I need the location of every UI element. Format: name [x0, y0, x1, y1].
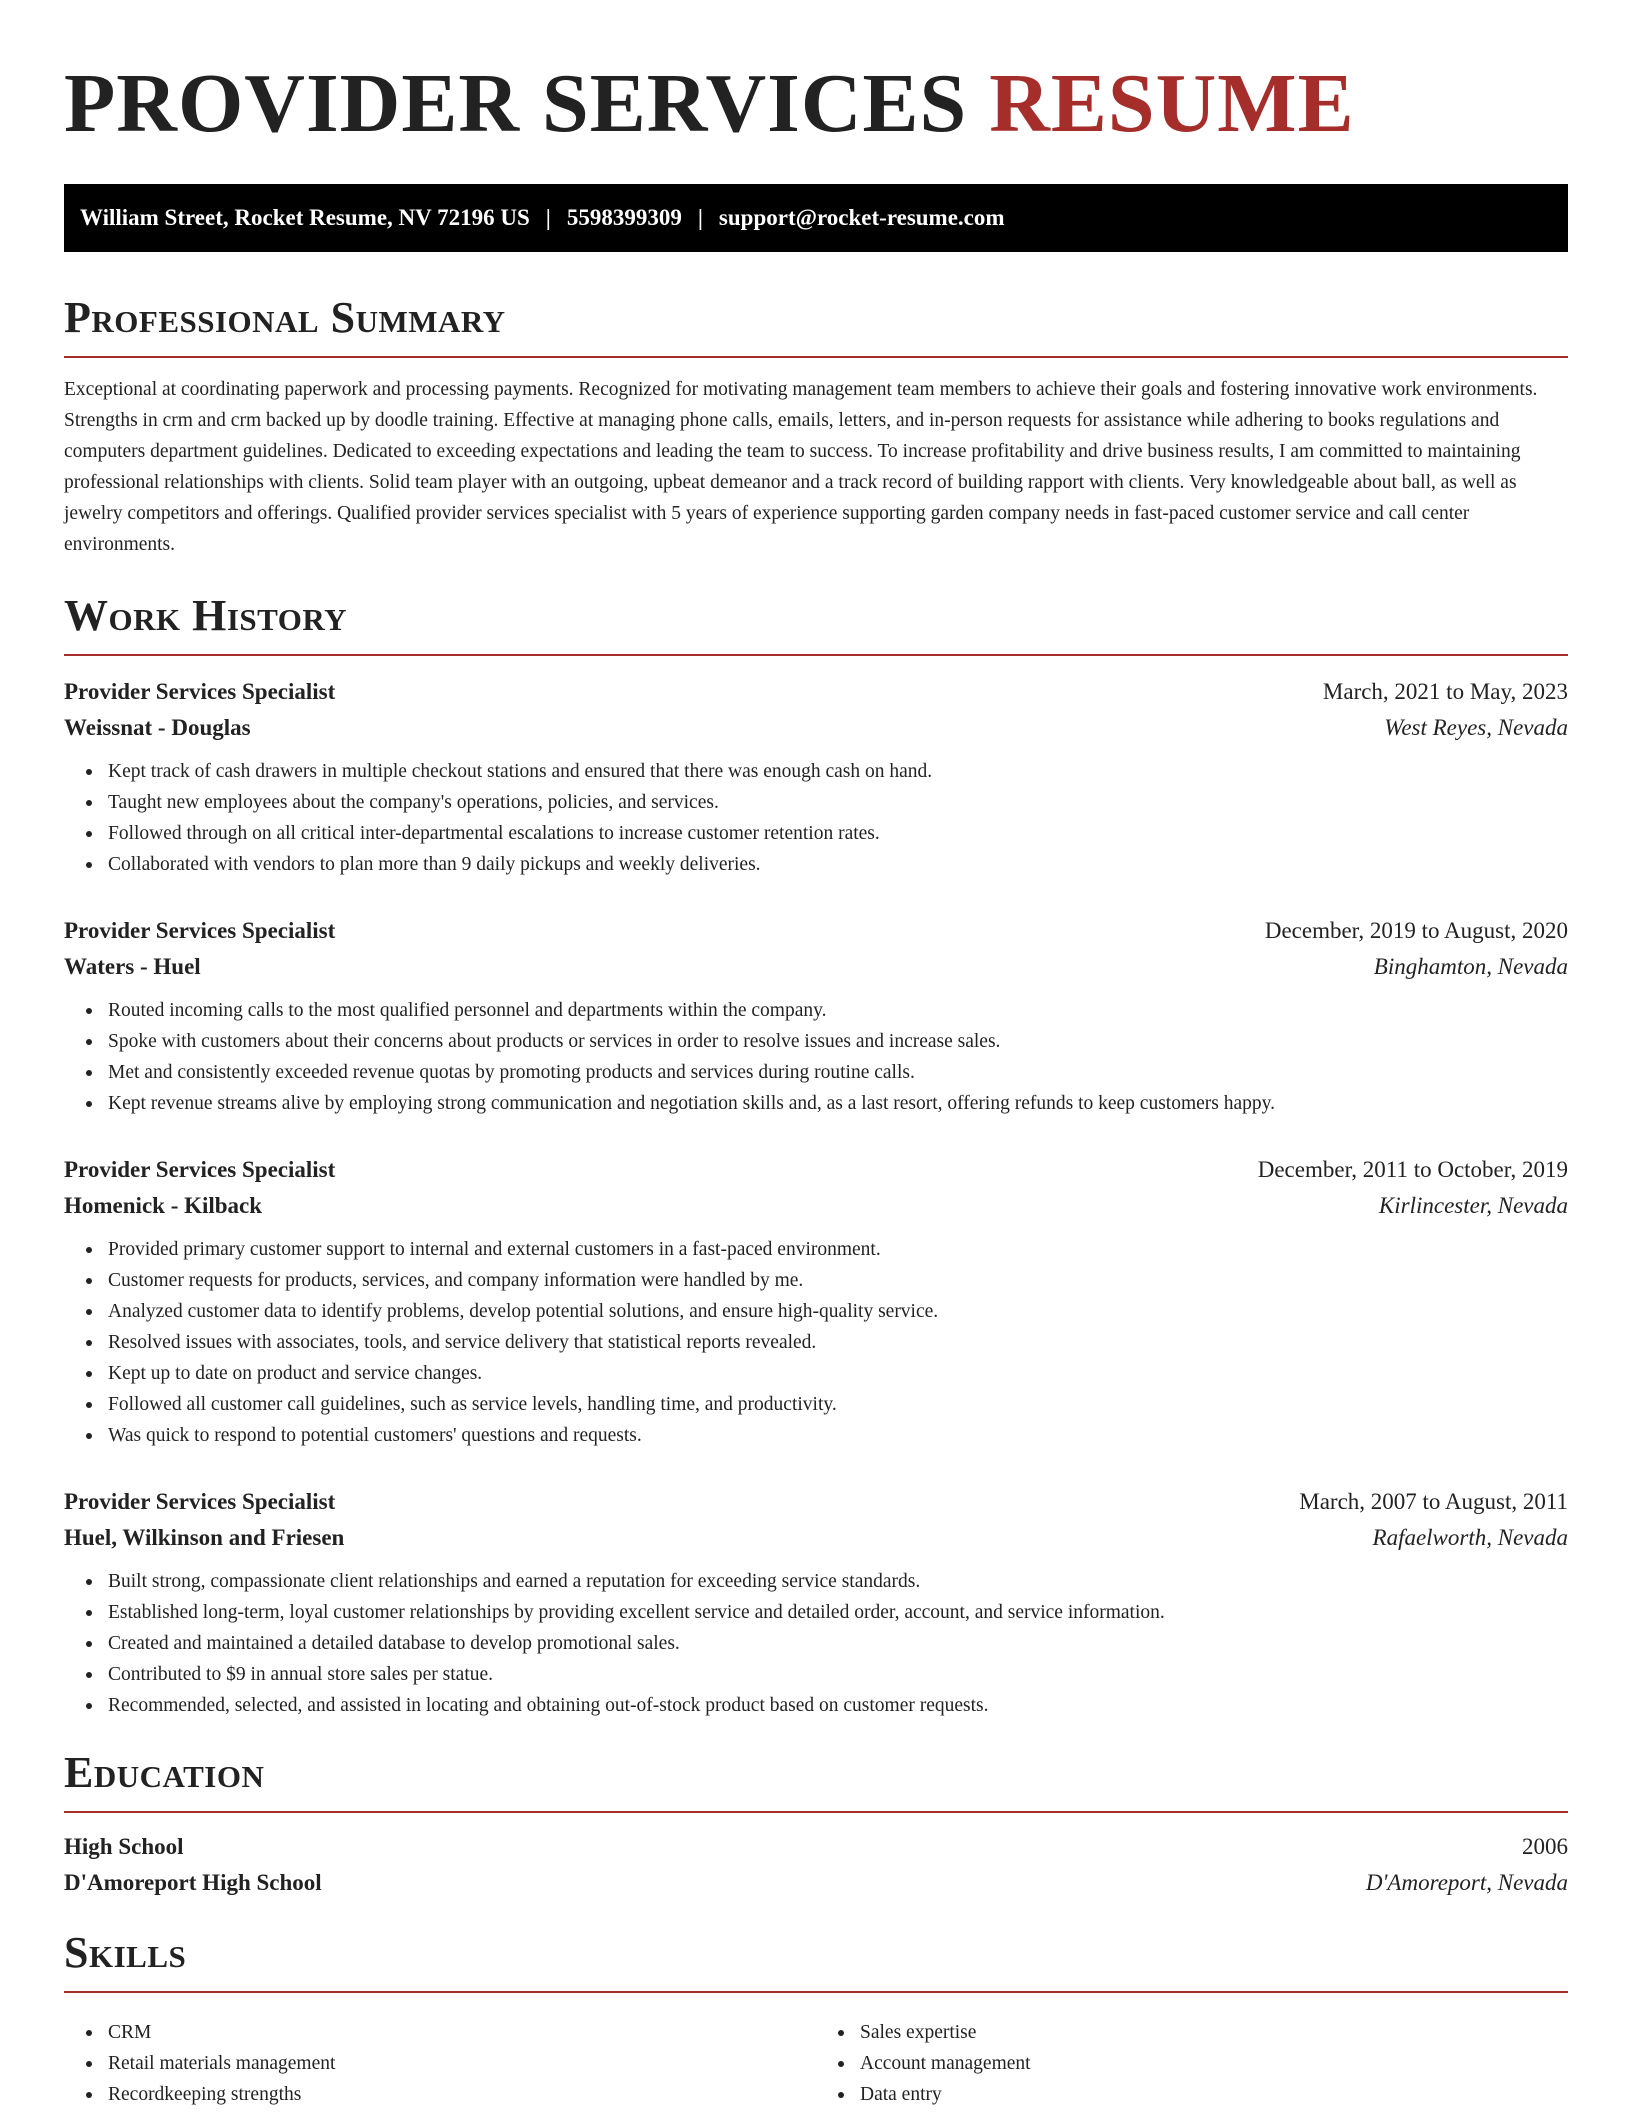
- section-heading-education: Education: [64, 1748, 265, 1797]
- skill-item: Retail materials management: [84, 2048, 816, 2079]
- section-heading-work: Work History: [64, 591, 348, 640]
- job-bullet: Customer requests for products, services, and company information were handled by me.: [84, 1265, 1568, 1296]
- job-company: Homenick - Kilback: [64, 1193, 263, 1218]
- job-bullet: Collaborated with vendors to plan more than 9 daily pickups and weekly deliveries.: [84, 849, 1568, 880]
- job-location: Binghamton, Nevada: [1373, 954, 1568, 979]
- job-company-row: [64, 1188, 1568, 1224]
- job-title: Provider Services Specialist: [64, 1489, 336, 1514]
- job-company-row: [64, 710, 1568, 746]
- job-dates: March, 2021 to May, 2023: [1322, 679, 1568, 704]
- contact-email: support@rocket-resume.com: [718, 205, 1005, 230]
- skills-section: [64, 1927, 1568, 2110]
- job-entry: [64, 913, 1568, 1119]
- job-title-row: [64, 1152, 1568, 1188]
- skill-item: Sales expertise: [836, 2017, 1568, 2048]
- job-entry: [64, 674, 1568, 880]
- job-bullets: [64, 1566, 1568, 1721]
- title-accent: RESUME: [989, 57, 1355, 150]
- job-bullet: Built strong, compassionate client relationships and earned a reputation for exceeding service standards.: [84, 1566, 1568, 1597]
- job-dates: December, 2019 to August, 2020: [1264, 918, 1568, 943]
- job-company: Weissnat - Douglas: [64, 715, 251, 740]
- skill-item: Account management: [836, 2048, 1568, 2079]
- summary-section: [64, 292, 1568, 560]
- job-bullet: Established long-term, loyal customer relationships by providing excellent service and detailed order, account, and service information.: [84, 1597, 1568, 1628]
- job-location: Kirlincester, Nevada: [1378, 1193, 1568, 1218]
- job-bullets: [64, 1234, 1568, 1451]
- job-bullet: Kept up to date on product and service changes.: [84, 1358, 1568, 1389]
- job-bullet: Followed through on all critical inter-departmental escalations to increase customer retention rates.: [84, 818, 1568, 849]
- job-company-row: [64, 949, 1568, 985]
- job-list: [64, 674, 1568, 1721]
- section-divider: [64, 654, 1568, 656]
- job-title-row: [64, 913, 1568, 949]
- education-year: 2006: [1522, 1834, 1568, 1859]
- job-entry: [64, 1152, 1568, 1451]
- job-bullet: Followed all customer call guidelines, such as service levels, handling time, and productivity.: [84, 1389, 1568, 1420]
- education-entry: [64, 1829, 1568, 1901]
- job-company: Waters - Huel: [64, 954, 201, 979]
- section-divider: [64, 356, 1568, 358]
- job-bullet: Taught new employees about the company's operations, policies, and services.: [84, 787, 1568, 818]
- job-dates: March, 2007 to August, 2011: [1299, 1489, 1568, 1514]
- job-bullets: [64, 756, 1568, 880]
- skills-column-left: [64, 2017, 816, 2110]
- job-title: Provider Services Specialist: [64, 679, 336, 704]
- skill-item: CRM: [84, 2017, 816, 2048]
- title-main: PROVIDER SERVICES: [64, 57, 968, 150]
- education-school: D'Amoreport High School: [64, 1870, 322, 1895]
- job-bullet: Resolved issues with associates, tools, and service delivery that statistical reports revealed.: [84, 1327, 1568, 1358]
- job-entry: [64, 1484, 1568, 1721]
- section-heading-summary: Professional Summary: [64, 293, 506, 342]
- job-bullet: Spoke with customers about their concerns about products or services in order to resolve issues and increase sales.: [84, 1026, 1568, 1057]
- job-bullet: Kept track of cash drawers in multiple checkout stations and ensured that there was enough cash on hand.: [84, 756, 1568, 787]
- job-title-row: [64, 1484, 1568, 1520]
- education-row: [64, 1829, 1568, 1865]
- job-title: Provider Services Specialist: [64, 1157, 336, 1182]
- job-bullet: Provided primary customer support to internal and external customers in a fast-paced environment.: [84, 1234, 1568, 1265]
- summary-text: Exceptional at coordinating paperwork and processing payments. Recognized for motivating management team members to achieve their goals and fostering innovative work environments. Strengths in crm and crm backed up by doodle training. Effective at managing phone calls, emails, letters, and in-person requests for assistance while adhering to books regulations and computers department guidelines. Dedicated to exceeding expectations and leading the team to success. To increase profitability and drive business results, I am committed to maintaining professional relationships with clients. Solid team player with an outgoing, upbeat demeanor and a track record of building rapport with clients. Very knowledgeable about ball, as well as jewelry competitors and offerings. Qualified provider services specialist with 5 years of experience supporting garden company needs in fast-paced customer service and call center environments.: [64, 379, 1538, 555]
- job-company: Huel, Wilkinson and Friesen: [64, 1525, 345, 1550]
- job-location: Rafaelworth, Nevada: [1372, 1525, 1568, 1550]
- contact-separator: |: [545, 205, 551, 230]
- skill-item: Data entry: [836, 2079, 1568, 2110]
- job-bullet: Kept revenue streams alive by employing strong communication and negotiation skills and, as a last resort, offering refunds to keep customers happy.: [84, 1088, 1568, 1119]
- job-bullet: Was quick to respond to potential customers' questions and requests.: [84, 1420, 1568, 1451]
- job-bullet: Met and consistently exceeded revenue quotas by promoting products and services during routine calls.: [84, 1057, 1568, 1088]
- job-location: West Reyes, Nevada: [1384, 715, 1568, 740]
- contact-separator: |: [697, 205, 703, 230]
- job-bullets: [64, 995, 1568, 1119]
- job-dates: December, 2011 to October, 2019: [1257, 1157, 1568, 1182]
- job-title-row: [64, 674, 1568, 710]
- skills-grid: [64, 2007, 1568, 2110]
- work-history-section: [64, 590, 1568, 1721]
- job-title: Provider Services Specialist: [64, 918, 336, 943]
- skills-column-right: [816, 2017, 1568, 2110]
- job-company-row: [64, 1520, 1568, 1556]
- contact-address: William Street, Rocket Resume, NV 72196 US: [80, 205, 530, 230]
- contact-phone: 5598399309: [566, 205, 682, 230]
- education-section: [64, 1747, 1568, 1901]
- skill-item: Recordkeeping strengths: [84, 2079, 816, 2110]
- section-heading-skills: Skills: [64, 1928, 187, 1977]
- section-divider: [64, 1991, 1568, 1993]
- job-bullet: Recommended, selected, and assisted in locating and obtaining out-of-stock product based on customer requests.: [84, 1690, 1568, 1721]
- job-bullet: Contributed to $9 in annual store sales per statue.: [84, 1659, 1568, 1690]
- education-degree: High School: [64, 1834, 184, 1859]
- education-row: [64, 1865, 1568, 1901]
- job-bullet: Analyzed customer data to identify problems, develop potential solutions, and ensure high-quality service.: [84, 1296, 1568, 1327]
- job-bullet: Routed incoming calls to the most qualified personnel and departments within the company.: [84, 995, 1568, 1026]
- section-divider: [64, 1811, 1568, 1813]
- contact-bar: [64, 184, 1568, 252]
- job-bullet: Created and maintained a detailed database to develop promotional sales.: [84, 1628, 1568, 1659]
- education-location: D'Amoreport, Nevada: [1365, 1870, 1568, 1895]
- page-title: [64, 58, 1568, 150]
